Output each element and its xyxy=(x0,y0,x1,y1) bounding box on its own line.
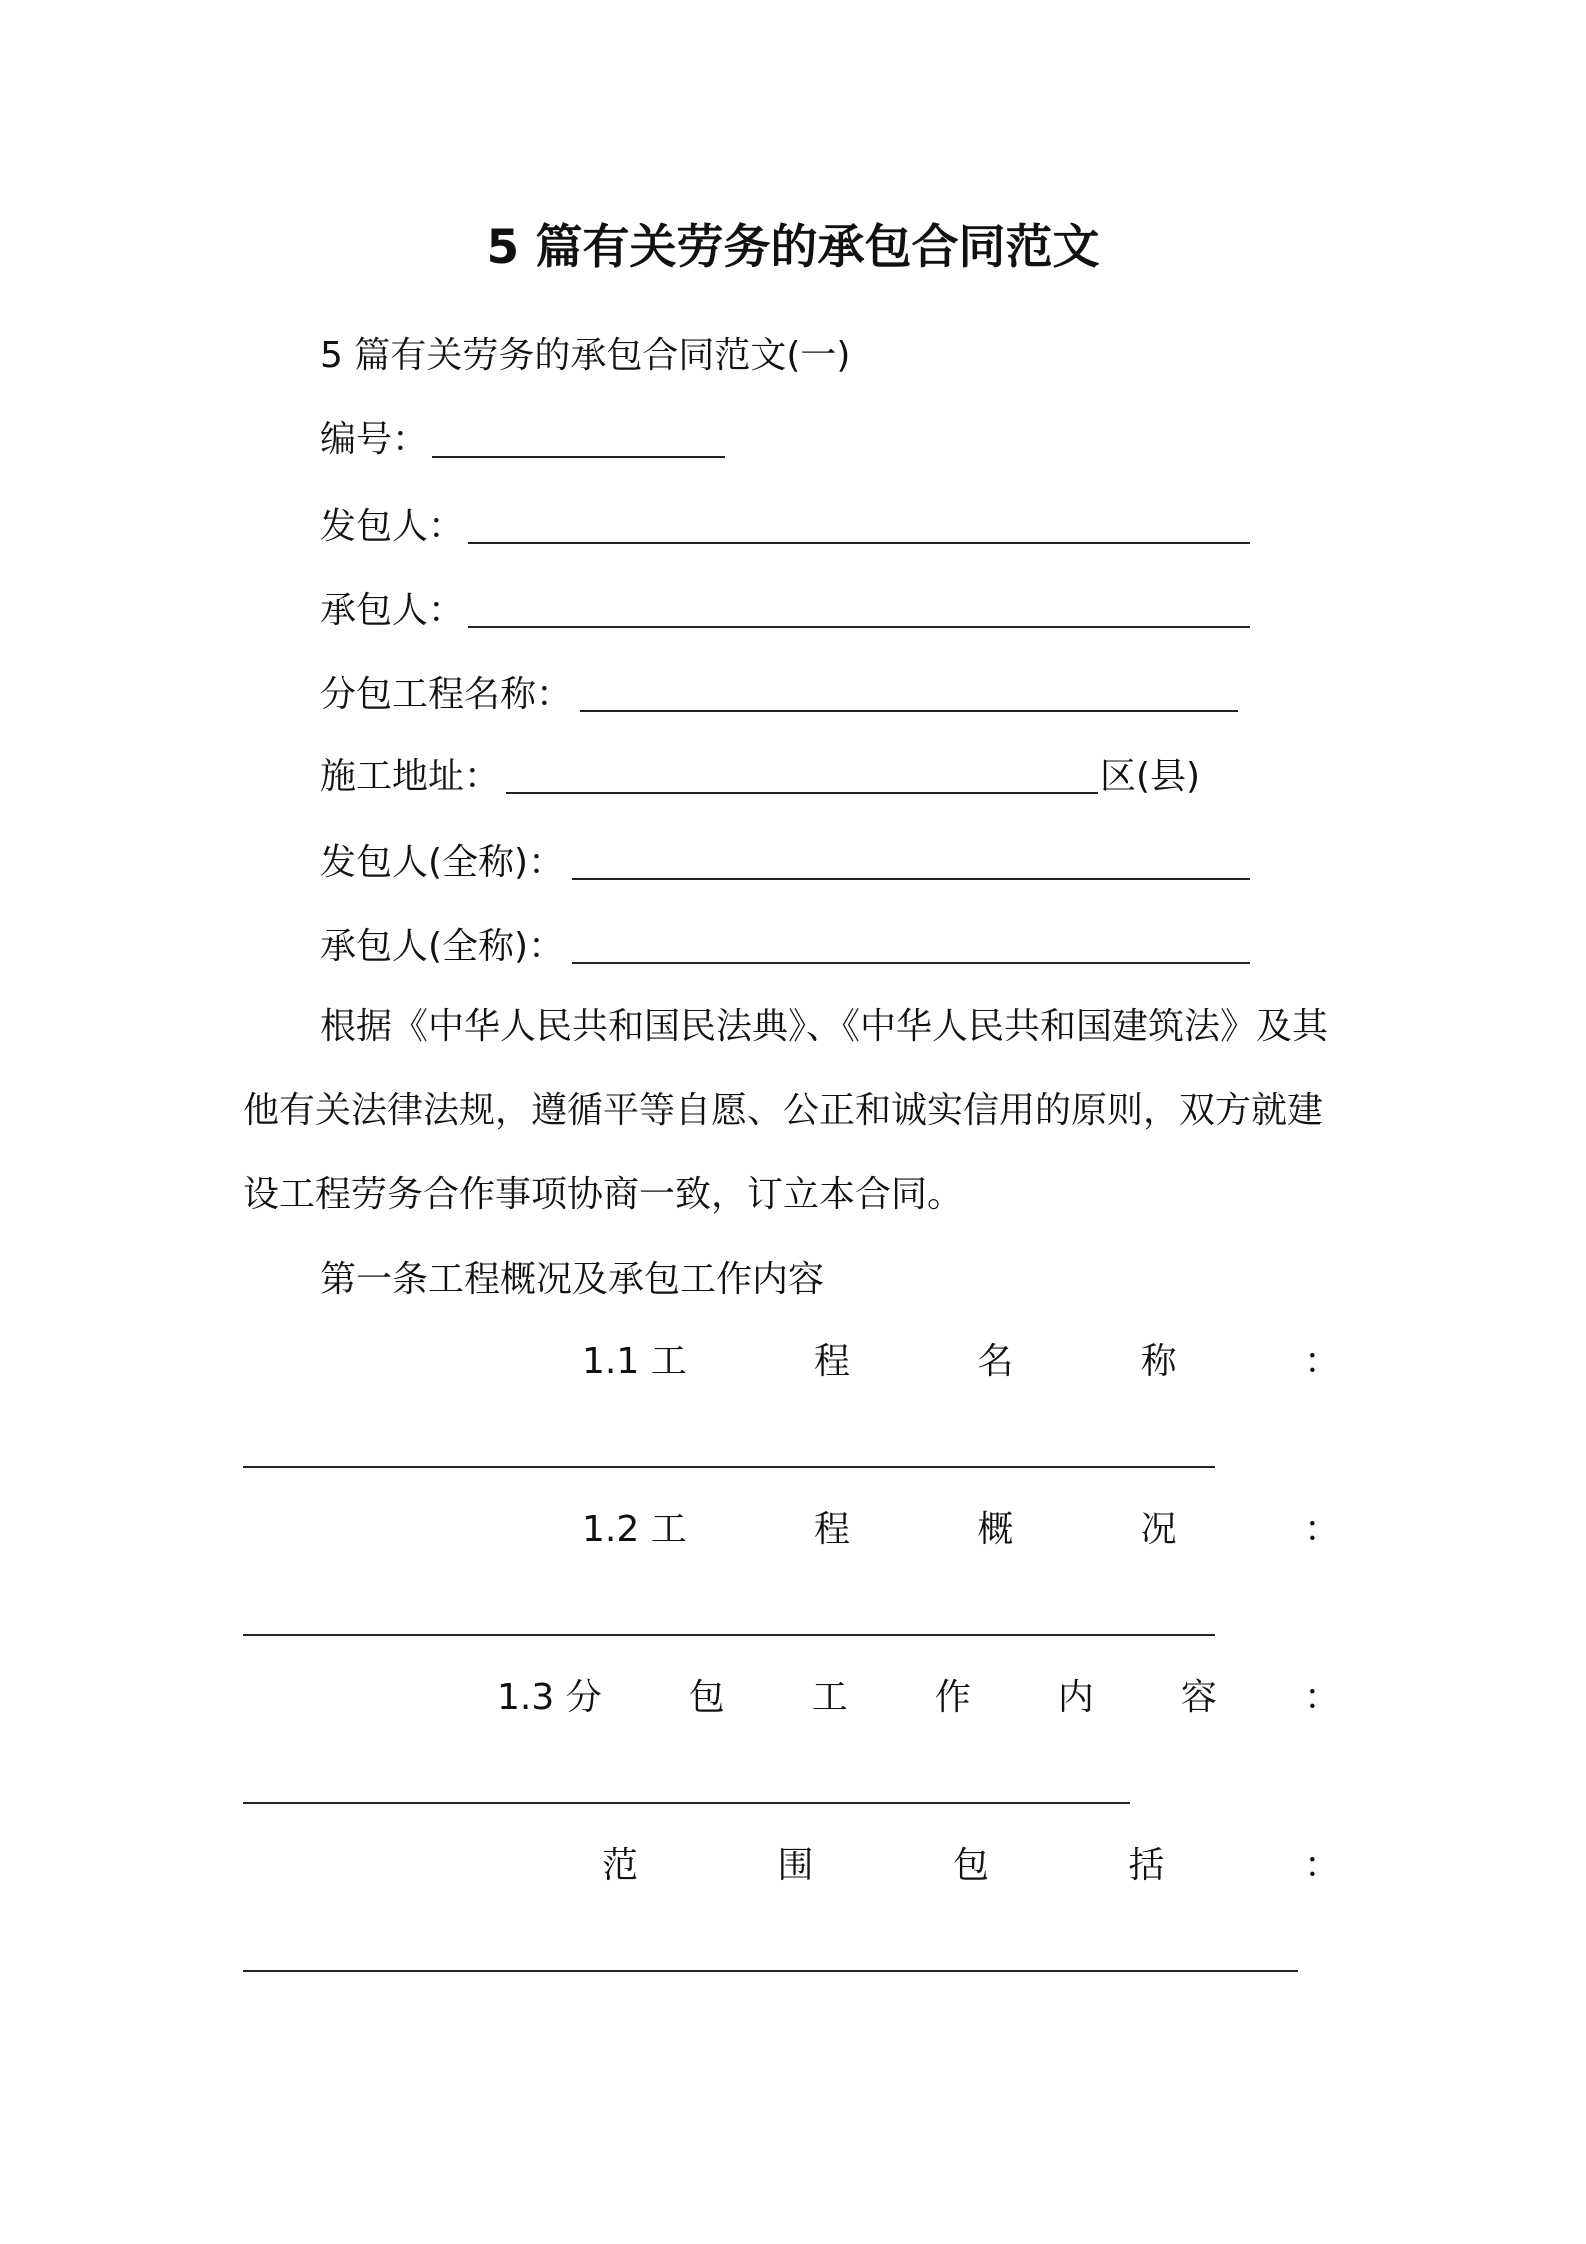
contractor-full-label: 承包人(全称)： xyxy=(320,926,565,967)
item-1-2-part: 1.2 工 xyxy=(582,1509,687,1550)
subproject-label: 分包工程名称： xyxy=(320,674,573,715)
paragraph-line-2: 他有关法律法规，遵循平等自愿、公正和诚实信用的原则，双方就建 xyxy=(243,1090,1324,1131)
contractor-label: 承包人： xyxy=(320,590,465,631)
item-1-2-part: 况 xyxy=(1140,1509,1177,1550)
document-title: 5 篇有关劳务的承包合同范文 xyxy=(486,220,1100,275)
site-label: 施工地址： xyxy=(320,756,501,797)
site-suffix: 区(县) xyxy=(1100,756,1201,797)
item-1-1-part: 名 xyxy=(977,1341,1014,1382)
item-1-3-part: 内 xyxy=(1057,1677,1094,1718)
scope-part: 范 xyxy=(602,1845,639,1886)
section-subtitle: 5 篇有关劳务的承包合同范文(一) xyxy=(320,335,851,376)
number-blank[interactable] xyxy=(432,456,725,458)
item-1-3-blank[interactable] xyxy=(243,1802,1130,1804)
item-1-3-part: 容 xyxy=(1180,1677,1217,1718)
item-1-3-part: 包 xyxy=(688,1677,725,1718)
scope-label xyxy=(602,1841,1340,1891)
scope-part: 围 xyxy=(777,1845,814,1886)
item-1-1-part: ： xyxy=(1303,1341,1340,1382)
item-1-1-blank[interactable] xyxy=(243,1466,1215,1468)
employer-full-blank[interactable] xyxy=(572,878,1250,880)
subproject-blank[interactable] xyxy=(580,710,1238,712)
item-1-2-part: ： xyxy=(1303,1509,1340,1550)
item-1-3-part: 工 xyxy=(811,1677,848,1718)
item-1-3-label xyxy=(497,1673,1340,1723)
item-1-2-part: 程 xyxy=(814,1509,851,1550)
site-blank[interactable] xyxy=(506,792,1098,794)
scope-part: ： xyxy=(1303,1845,1340,1886)
item-1-1-part: 称 xyxy=(1140,1341,1177,1382)
item-1-2-label xyxy=(582,1505,1340,1555)
scope-part: 包 xyxy=(952,1845,989,1886)
article-1-heading: 第一条工程概况及承包工作内容 xyxy=(320,1259,825,1300)
item-1-3-part: ： xyxy=(1303,1677,1340,1718)
contractor-full-blank[interactable] xyxy=(572,962,1250,964)
contractor-blank[interactable] xyxy=(468,626,1250,628)
item-1-3-part: 作 xyxy=(934,1677,971,1718)
item-1-1-label xyxy=(582,1337,1340,1387)
item-1-2-blank[interactable] xyxy=(243,1634,1215,1636)
employer-blank[interactable] xyxy=(468,542,1250,544)
employer-full-label: 发包人(全称)： xyxy=(320,842,565,883)
item-1-2-part: 概 xyxy=(977,1509,1014,1550)
paragraph-line-3: 设工程劳务合作事项协商一致，订立本合同。 xyxy=(243,1174,964,1215)
item-1-1-part: 程 xyxy=(814,1341,851,1382)
employer-label: 发包人： xyxy=(320,506,465,547)
item-1-3-part: 1.3 分 xyxy=(497,1677,602,1718)
scope-part: 括 xyxy=(1128,1845,1165,1886)
item-1-1-part: 1.1 工 xyxy=(582,1341,687,1382)
number-label: 编号： xyxy=(320,419,429,460)
paragraph-line-1: 根据《中华人民共和国民法典》、《中华人民共和国建筑法》及其 xyxy=(320,1006,1329,1047)
scope-blank[interactable] xyxy=(243,1970,1298,1972)
